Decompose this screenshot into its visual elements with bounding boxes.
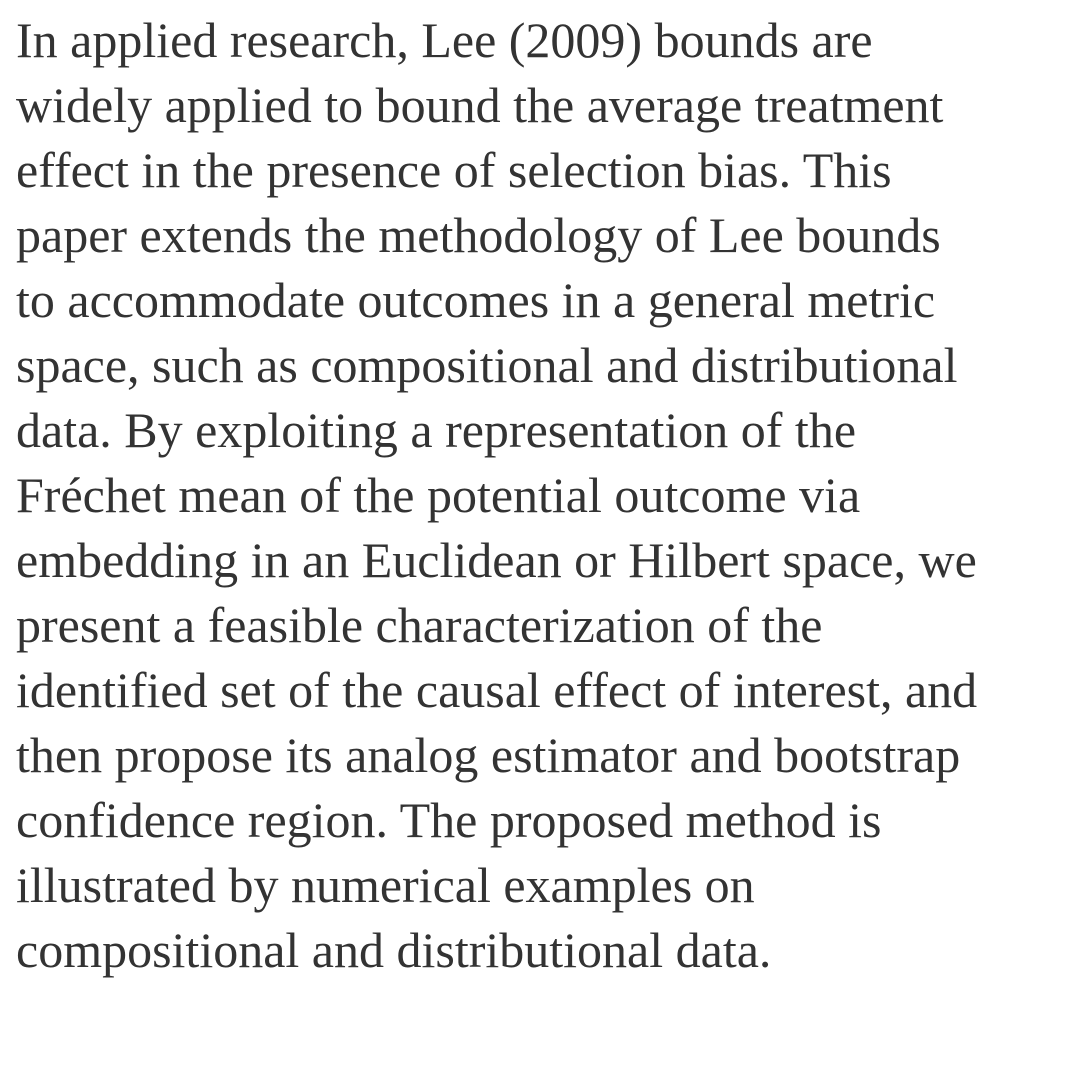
abstract-line: identified set of the causal effect of interest, and [16,662,978,718]
abstract-line: data. By exploiting a representation of the [16,402,857,458]
abstract-line: Fréchet mean of the potential outcome via [16,467,861,523]
abstract-line: effect in the presence of selection bias. This [16,142,892,198]
abstract-line: space, such as compositional and distributional [16,337,958,393]
abstract-line: paper extends the methodology of Lee bounds [16,207,941,263]
abstract-line: compositional and distributional data. [16,922,772,978]
abstract-line: present a feasible characterization of the [16,597,823,653]
abstract-line: then propose its analog estimator and bootstrap [16,727,961,783]
abstract-line: illustrated by numerical examples on [16,857,755,913]
abstract-line: widely applied to bound the average treatment [16,77,944,133]
abstract-line: embedding in an Euclidean or Hilbert space, we [16,532,977,588]
abstract-line: to accommodate outcomes in a general metric [16,272,936,328]
abstract-line: confidence region. The proposed method is [16,792,882,848]
abstract-text [16,8,1076,983]
abstract-line: In applied research, Lee (2009) bounds are [16,12,873,68]
